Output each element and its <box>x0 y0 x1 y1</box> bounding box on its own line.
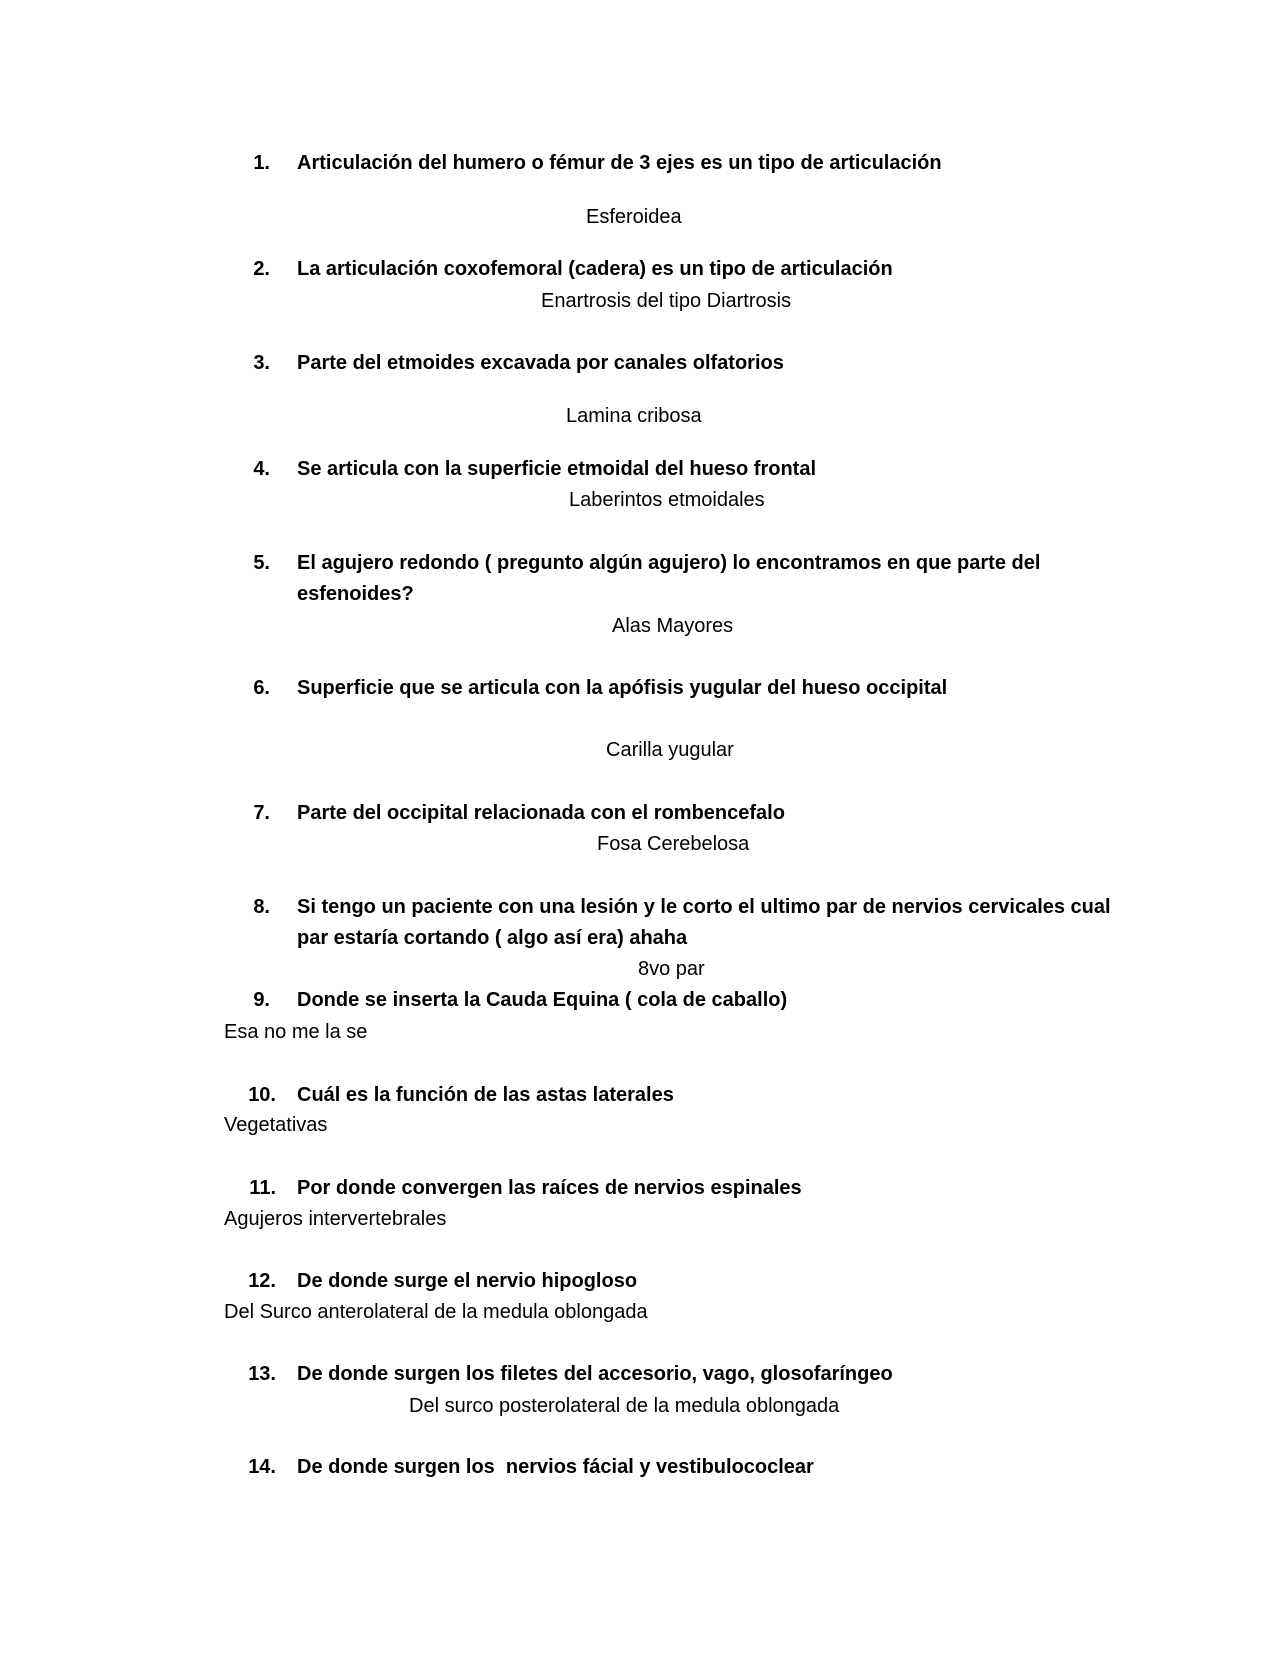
answer-text: Vegetativas <box>224 1114 328 1136</box>
question-number: 5. <box>253 552 270 574</box>
answer-text: Fosa Cerebelosa <box>597 833 750 855</box>
question-number: 2. <box>253 258 270 280</box>
question-number: 12. <box>248 1270 276 1292</box>
question-number: 9. <box>253 989 270 1011</box>
question-text: Parte del occipital relacionada con el rombencefalo <box>297 802 785 824</box>
question-text: Por donde convergen las raíces de nervios espinales <box>297 1177 802 1199</box>
answer-text: Lamina cribosa <box>566 405 702 427</box>
question-text: Cuál es la función de las astas laterales <box>297 1084 674 1106</box>
question-text: Articulación del humero o fémur de 3 ejes es un tipo de articulación <box>297 152 942 174</box>
question-text: De donde surgen los nervios fácial y vestibulococlear <box>297 1456 814 1478</box>
answer-text: Del surco posterolateral de la medula oblongada <box>409 1395 840 1417</box>
question-text: Se articula con la superficie etmoidal del hueso frontal <box>297 458 817 480</box>
question-number: 14. <box>248 1456 276 1478</box>
question-number: 7. <box>253 802 270 824</box>
question-number: 1. <box>253 152 270 174</box>
answer-text: Del Surco anterolateral de la medula oblongada <box>224 1301 648 1323</box>
answer-text: Agujeros intervertebrales <box>224 1208 447 1230</box>
question-text: La articulación coxofemoral (cadera) es un tipo de articulación <box>297 258 893 280</box>
question-number: 6. <box>253 677 270 699</box>
question-text: De donde surgen los filetes del accesorio, vago, glosofaríngeo <box>297 1363 893 1385</box>
question-text: De donde surge el nervio hipogloso <box>297 1270 638 1292</box>
answer-text: 8vo par <box>638 958 705 980</box>
question-text: El agujero redondo ( pregunto algún agujero) lo encontramos en que parte del esfenoides? <box>297 552 1041 605</box>
question-number: 10. <box>248 1084 276 1106</box>
question-text: Donde se inserta la Cauda Equina ( cola de caballo) <box>297 989 788 1011</box>
answer-text: Esa no me la se <box>224 1021 368 1043</box>
question-number: 3. <box>253 352 270 374</box>
answer-text: Carilla yugular <box>606 739 734 761</box>
question-text: Parte del etmoides excavada por canales olfatorios <box>297 352 784 374</box>
answer-text: Alas Mayores <box>612 615 734 637</box>
answer-text: Esferoidea <box>586 206 682 228</box>
question-number: 11. <box>249 1177 276 1199</box>
answer-text: Enartrosis del tipo Diartrosis <box>541 290 792 312</box>
question-number: 13. <box>248 1363 276 1385</box>
question-text: Si tengo un paciente con una lesión y le corto el ultimo par de nervios cervicales cual par estaría cortando ( algo así era) ahaha <box>297 896 1111 949</box>
question-number: 4. <box>253 458 270 480</box>
question-number: 8. <box>253 896 270 918</box>
answer-text: Laberintos etmoidales <box>569 489 765 511</box>
question-text: Superficie que se articula con la apófisis yugular del hueso occipital <box>297 677 948 699</box>
